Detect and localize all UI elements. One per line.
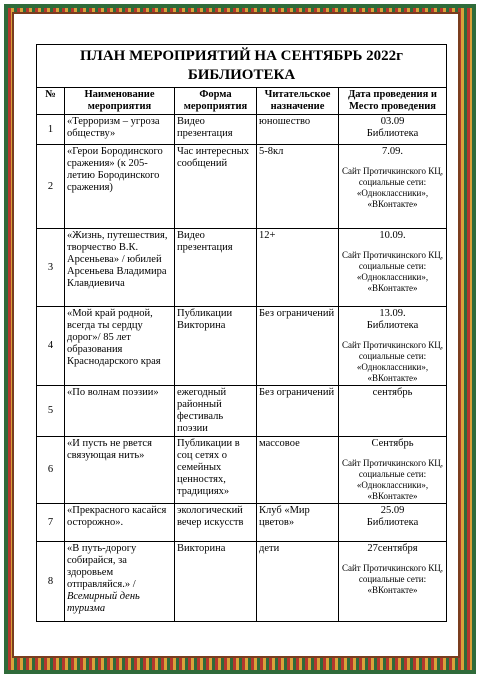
event-name: «Герои Бородинского сражения» (к 205-летию Бородинского сражения) <box>67 146 163 193</box>
cell-date-place <box>339 307 447 386</box>
cell-date-place <box>339 115 447 145</box>
event-form: Публикации в соц сетях о семейных ценностях, традициях» <box>177 438 240 497</box>
event-audience: дети <box>259 543 280 554</box>
event-date: 10.09. <box>379 230 406 241</box>
event-audience: Без ограничений <box>259 308 335 319</box>
title-line-1: ПЛАН МЕРОПРИЯТИЙ НА СЕНТЯБРЬ 2022г <box>80 48 403 64</box>
table-row <box>37 307 447 386</box>
cell-number <box>37 229 65 307</box>
event-place: Библиотека <box>366 517 419 528</box>
event-form: экологический вечер искусств <box>177 505 244 528</box>
cell-number <box>37 542 65 622</box>
events-table <box>36 44 447 622</box>
cell-date-place <box>339 145 447 229</box>
cell-audience <box>257 504 339 542</box>
table-row <box>37 145 447 229</box>
cell-date-place <box>339 437 447 504</box>
table-header <box>37 88 447 115</box>
cell-form <box>175 437 257 504</box>
cell-number <box>37 437 65 504</box>
event-form: Публикации Викторина <box>177 308 233 331</box>
event-site: Сайт Протичкинского КЦ, социальные сети: «Одноклассники», «ВКонтакте» <box>341 340 444 383</box>
event-date: сентябрь <box>372 387 413 398</box>
cell-audience <box>257 229 339 307</box>
cell-number <box>37 145 65 229</box>
event-date: Сентябрь <box>371 438 414 449</box>
event-name-extra: Всемирный день туризма <box>67 591 140 614</box>
cell-date-place <box>339 504 447 542</box>
cell-form <box>175 229 257 307</box>
event-date: 13.09. <box>379 308 406 319</box>
event-date: 27сентября <box>367 543 418 554</box>
event-place: Библиотека <box>366 128 419 139</box>
event-audience: массовое <box>259 438 300 449</box>
cell-form <box>175 542 257 622</box>
cell-form <box>175 307 257 386</box>
cell-number <box>37 115 65 145</box>
event-date: 25.09 <box>380 505 405 516</box>
event-site: Сайт Протичкинского КЦ, социальные сети: «Одноклассники», «ВКонтакте» <box>341 458 444 501</box>
cell-audience <box>257 307 339 386</box>
table-row <box>37 437 447 504</box>
event-name: «Терроризм – угроза обществу» <box>67 116 160 139</box>
header-number: № <box>37 88 65 115</box>
event-form: Видео презентация <box>177 230 233 253</box>
event-name: «Мой край родной, всегда ты сердцу дорог»/ 85 лет образования Краснодарского края <box>67 308 161 367</box>
table-row <box>37 115 447 145</box>
header-form: Форма мероприятия <box>175 88 257 115</box>
event-name: «И пусть не рвется связующая нить» <box>67 438 152 461</box>
header-name: Наименование мероприятия <box>65 88 175 115</box>
event-form: Час интересных сообщений <box>177 146 250 169</box>
cell-audience <box>257 542 339 622</box>
event-audience: Клуб «Мир цветов» <box>259 505 310 528</box>
event-audience: Без ограничений <box>259 387 335 398</box>
row-number: 2 <box>47 180 54 192</box>
cell-name <box>65 145 175 229</box>
cell-number <box>37 504 65 542</box>
event-audience: юношество <box>259 116 311 127</box>
event-audience: 5-8кл <box>259 146 284 157</box>
cell-name <box>65 504 175 542</box>
title-line-2: БИБЛИОТЕКА <box>187 67 296 83</box>
event-date: 7.09. <box>382 146 403 157</box>
cell-form <box>175 504 257 542</box>
event-name: «Прекрасного касайся осторожно». <box>67 505 167 528</box>
event-form: Видео презентация <box>177 116 233 139</box>
row-number: 5 <box>47 405 54 416</box>
cell-name <box>65 307 175 386</box>
row-number: 4 <box>47 340 54 351</box>
cell-name <box>65 542 175 622</box>
document <box>36 44 446 622</box>
table-row <box>37 386 447 437</box>
row-number: 3 <box>47 261 54 273</box>
cell-audience <box>257 437 339 504</box>
cell-form <box>175 115 257 145</box>
event-form: ежегодный районный фестиваль поэзии <box>177 387 227 434</box>
cell-name <box>65 229 175 307</box>
page-title <box>37 45 447 88</box>
event-form: Викторина <box>177 543 226 554</box>
cell-audience <box>257 386 339 437</box>
event-name: «По волнам поэзии» <box>67 387 159 398</box>
event-date: 03.09 <box>380 116 405 127</box>
row-number: 8 <box>47 575 54 587</box>
cell-audience <box>257 145 339 229</box>
event-site: Сайт Протичкинского КЦ, социальные сети: «Одноклассники», «ВКонтакте» <box>341 250 444 293</box>
cell-form <box>175 386 257 437</box>
event-site: Сайт Протичкинского КЦ, социальные сети: «ВКонтакте» <box>341 563 444 595</box>
cell-name <box>65 437 175 504</box>
cell-date-place <box>339 542 447 622</box>
cell-form <box>175 145 257 229</box>
table-row <box>37 542 447 622</box>
row-number: 6 <box>47 464 54 475</box>
event-site: Сайт Протичкинского КЦ, социальные сети: «Одноклассники», «ВКонтакте» <box>341 166 444 209</box>
header-date-place: Дата проведения и Место проведения <box>339 88 447 115</box>
event-name: «Жизнь, путешествия, творчество В.К. Арсеньева» / юбилей Арсеньева Владимира Клавдиевича <box>67 230 168 289</box>
cell-number <box>37 386 65 437</box>
cell-name <box>65 386 175 437</box>
cell-date-place <box>339 229 447 307</box>
header-audience: Читательское назначение <box>257 88 339 115</box>
cell-date-place <box>339 386 447 437</box>
event-place: Библиотека <box>366 320 419 331</box>
table-row <box>37 504 447 542</box>
cell-number <box>37 307 65 386</box>
cell-name <box>65 115 175 145</box>
table-row <box>37 229 447 307</box>
row-number: 1 <box>47 123 54 135</box>
cell-audience <box>257 115 339 145</box>
row-number: 7 <box>47 516 54 528</box>
event-audience: 12+ <box>259 230 276 241</box>
event-name: «В путь-дорогу собирайся, за здоровьем отправляйся.» / <box>67 543 137 590</box>
